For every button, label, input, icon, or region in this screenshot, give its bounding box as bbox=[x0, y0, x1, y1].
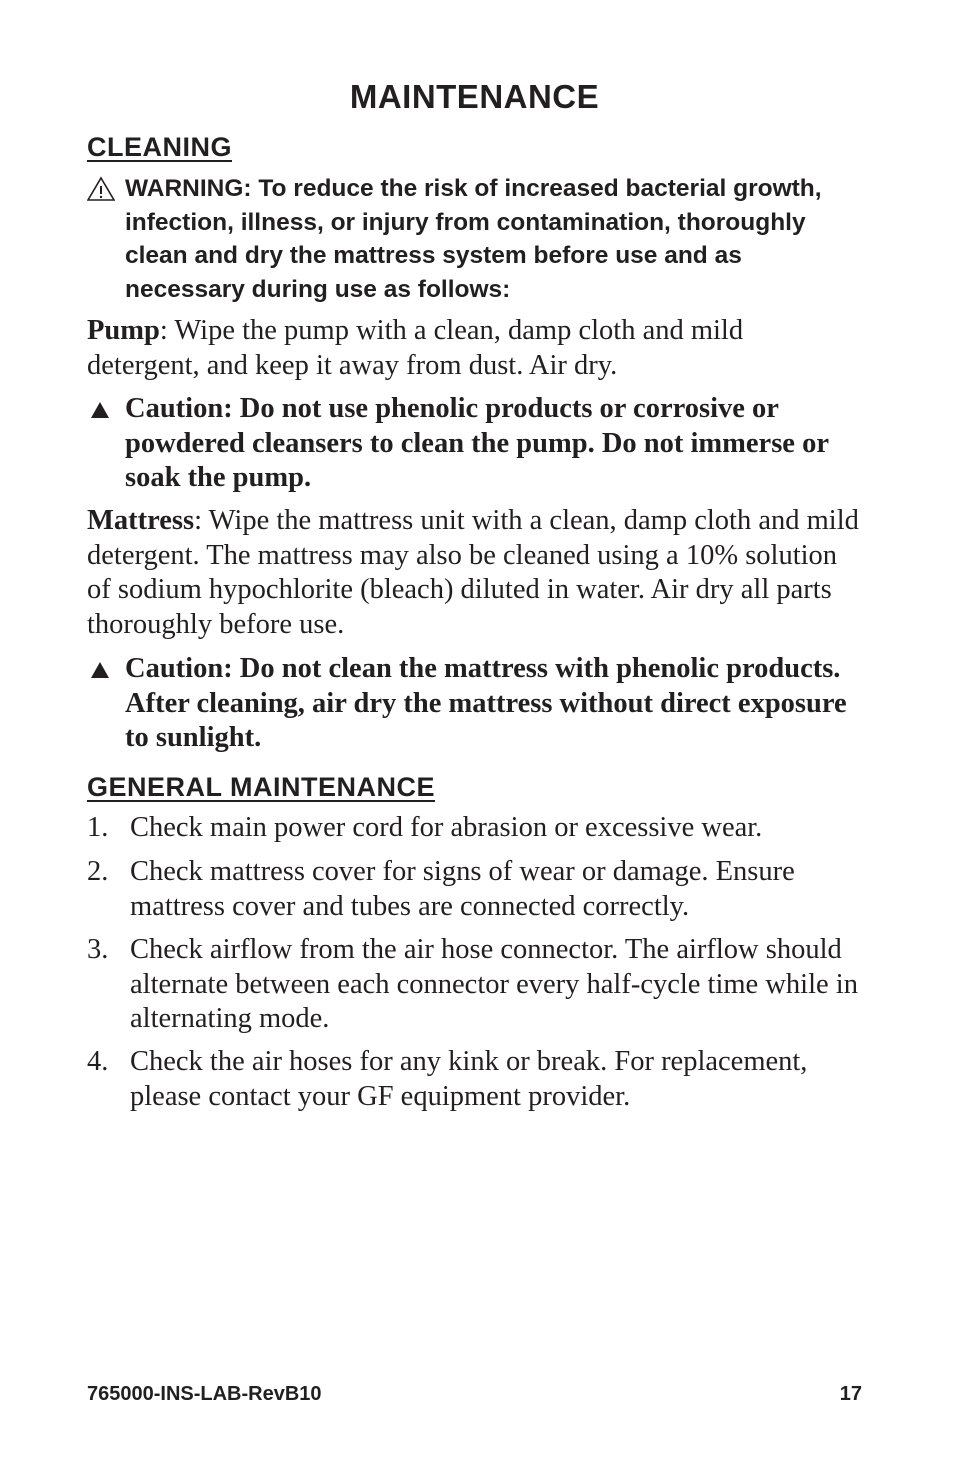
list-item bbox=[87, 1045, 862, 1114]
mattress-text: : Wipe the mattress unit with a clean, damp cloth and mild detergent. The mattress may also be cleaned using a 10% solution of sodium hypochlorite (bleach) diluted in water. Air dry all parts thoroughly before use. bbox=[87, 505, 859, 640]
pump-text: : Wipe the pump with a clean, damp cloth and mild detergent, and keep it away from dust. Air dry. bbox=[87, 315, 744, 381]
pump-label: Pump bbox=[87, 315, 160, 346]
pump-caution bbox=[87, 392, 862, 496]
page-number: 17 bbox=[839, 1383, 862, 1405]
list-text: Check mattress cover for signs of wear or damage. Ensure mattress cover and tubes are connected correctly. bbox=[130, 856, 795, 922]
warning-icon bbox=[87, 176, 115, 202]
pump-caution-text: Caution: Do not use phenolic products or corrosive or powdered cleansers to clean the pump. Do not immerse or soak the pump. bbox=[125, 393, 829, 493]
list-text: Check main power cord for abrasion or excessive wear. bbox=[130, 812, 763, 843]
list-text: Check the air hoses for any kink or break. For replacement, please contact your GF equipment provider. bbox=[130, 1046, 808, 1112]
list-number: 2. bbox=[87, 856, 109, 887]
list-item bbox=[87, 811, 862, 846]
list-number: 4. bbox=[87, 1046, 109, 1077]
list-item bbox=[87, 933, 862, 1037]
caution-triangle-icon bbox=[91, 402, 109, 418]
pump-paragraph bbox=[87, 314, 862, 383]
warning-text bbox=[87, 172, 862, 306]
document-id: 765000-INS-LAB-RevB10 bbox=[87, 1383, 322, 1405]
mattress-caution-text: Caution: Do not clean the mattress with phenolic products. After cleaning, air dry the mattress without direct exposure to sunlight. bbox=[125, 653, 847, 753]
list-item bbox=[87, 855, 862, 924]
cleaning-heading: CLEANING bbox=[87, 132, 232, 162]
mattress-paragraph bbox=[87, 504, 862, 642]
general-maintenance-heading: GENERAL MAINTENANCE bbox=[87, 772, 436, 802]
warning-body: WARNING: To reduce the risk of increased bacterial growth, infection, illness, or injury from contamination, thoroughly clean and dry the mattress system before use and as necessary during use as follows: bbox=[125, 175, 822, 303]
mattress-caution bbox=[87, 652, 862, 756]
list-text: Check airflow from the air hose connector. The airflow should alternate between each connector every half-cycle time while in alternating mode. bbox=[130, 934, 858, 1034]
caution-triangle-icon bbox=[91, 662, 109, 678]
page-title: MAINTENANCE bbox=[349, 78, 600, 115]
mattress-label: Mattress bbox=[87, 505, 195, 536]
list-number: 1. bbox=[87, 812, 109, 843]
list-number: 3. bbox=[87, 934, 109, 965]
